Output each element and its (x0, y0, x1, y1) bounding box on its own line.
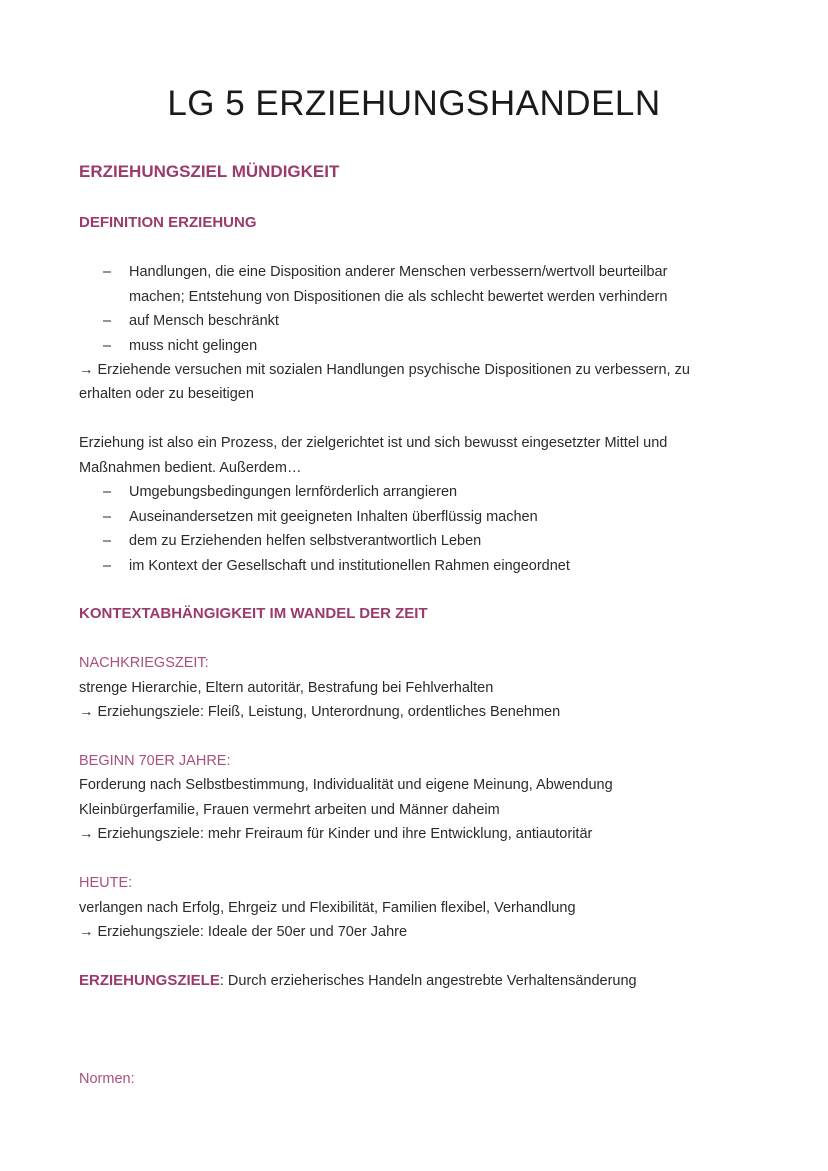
document-page: LG 5 ERZIEHUNGSHANDELN ERZIEHUNGSZIEL MÜNDIGKEIT DEFINITION ERZIEHUNG – Handlungen, die eine Disposition anderer Menschen verbessern/wertvoll beurteilbar machen; Entstehung von Dispositionen die als schlecht bewertet werden verhindern – auf Mensch beschränkt – muss nicht gelingen → Erziehende versuchen mit sozialen Handlungen psychische Dispositionen zu verbessern, zu erhalten oder zu beseitigen Erziehung ist also ein Prozess, der zielgerichtet ist und sich bewusst eingesetzter Mittel und Maßnahmen bedient. Außerdem… – Umgebungsbedingungen lernförderlich arrangieren – Auseinandersetzen mit geeigneten Inhalten überflüssig machen – dem zu Erziehenden helfen selbstverantwortlich Leben – im Kontext der Gesellschaft und institutionellen Rahmen eingeordnet KONTEXTABHÄNGIGKEIT IM WANDEL DER ZEIT NACHKRIEGSZEIT: strenge Hierarchie, Eltern autoritär, Bestrafung bei Fehlverhalten → Erziehungsziele: Fleiß, Leistung, Unterordnung, ordentliches Benehmen BEGINN 70ER JAHRE: Forderung nach Selbstbestimmung, Individualität und eigene Meinung, Abwendung Kleinbürgerfamilie, Frauen vermehrt arbeiten und Männer daheim → Erziehungsziele: mehr Freiraum für Kinder und ihre Entwicklung, antiautoritär HEUTE: verlangen nach Erfolg, Ehrgeiz und Flexibilität, Familien flexibel, Verhandlung → Erziehungsziele: Ideale der 50er und 70er Jahre ERZIEHUNGSZIELE: Durch erzieherisches Handeln angestrebte Verhaltensänderung Normen: (0, 0, 828, 1171)
arrow-right-icon: → (79, 826, 94, 842)
period-text: Forderung nach Selbstbestimmung, Individualität und eigene Meinung, Abwendung (79, 777, 613, 793)
period-text: verlangen nach Erfolg, Ehrgeiz und Flexibilität, Familien flexibel, Verhandlung (79, 900, 576, 916)
heading-definition: DEFINITION ERZIEHUNG (79, 214, 257, 231)
period-label: NACHKRIEGSZEIT: (79, 655, 209, 671)
period-text: strenge Hierarchie, Eltern autoritär, Bestrafung bei Fehlverhalten (79, 680, 494, 696)
period-goal: → Erziehungsziele: Ideale der 50er und 70er Jahre (79, 924, 408, 940)
definition-conclusion-cont: erhalten oder zu beseitigen (79, 386, 254, 402)
arrow-right-icon: → (79, 362, 94, 378)
goals-definition: ERZIEHUNGSZIELE: Durch erzieherisches Handeln angestrebte Verhaltensänderung (79, 972, 637, 989)
arrow-right-icon: → (79, 924, 94, 940)
period-goal: → Erziehungsziele: Fleiß, Leistung, Unterordnung, ordentliches Benehmen (79, 704, 561, 720)
arrow-right-icon: → (79, 704, 94, 720)
period-label: BEGINN 70ER JAHRE: (79, 753, 231, 769)
heading-context: KONTEXTABHÄNGIGKEIT IM WANDEL DER ZEIT (79, 605, 428, 622)
goals-term: ERZIEHUNGSZIELE (79, 972, 220, 989)
page-title: LG 5 ERZIEHUNGSHANDELN (167, 84, 661, 123)
definition-conclusion: → Erziehende versuchen mit sozialen Handlungen psychische Dispositionen zu verbessern, zu (79, 362, 690, 378)
norms-label: Normen: (79, 1071, 135, 1087)
process-text-cont: Maßnahmen bedient. Außerdem… (79, 460, 302, 476)
section-heading-main: ERZIEHUNGSZIEL MÜNDIGKEIT (79, 162, 340, 181)
period-text: Kleinbürgerfamilie, Frauen vermehrt arbeiten und Männer daheim (79, 802, 500, 818)
process-text: Erziehung ist also ein Prozess, der zielgerichtet ist und sich bewusst eingesetzter Mittel und (79, 435, 668, 451)
period-label: HEUTE: (79, 875, 133, 891)
period-goal: → Erziehungsziele: mehr Freiraum für Kinder und ihre Entwicklung, antiautoritär (79, 826, 593, 842)
